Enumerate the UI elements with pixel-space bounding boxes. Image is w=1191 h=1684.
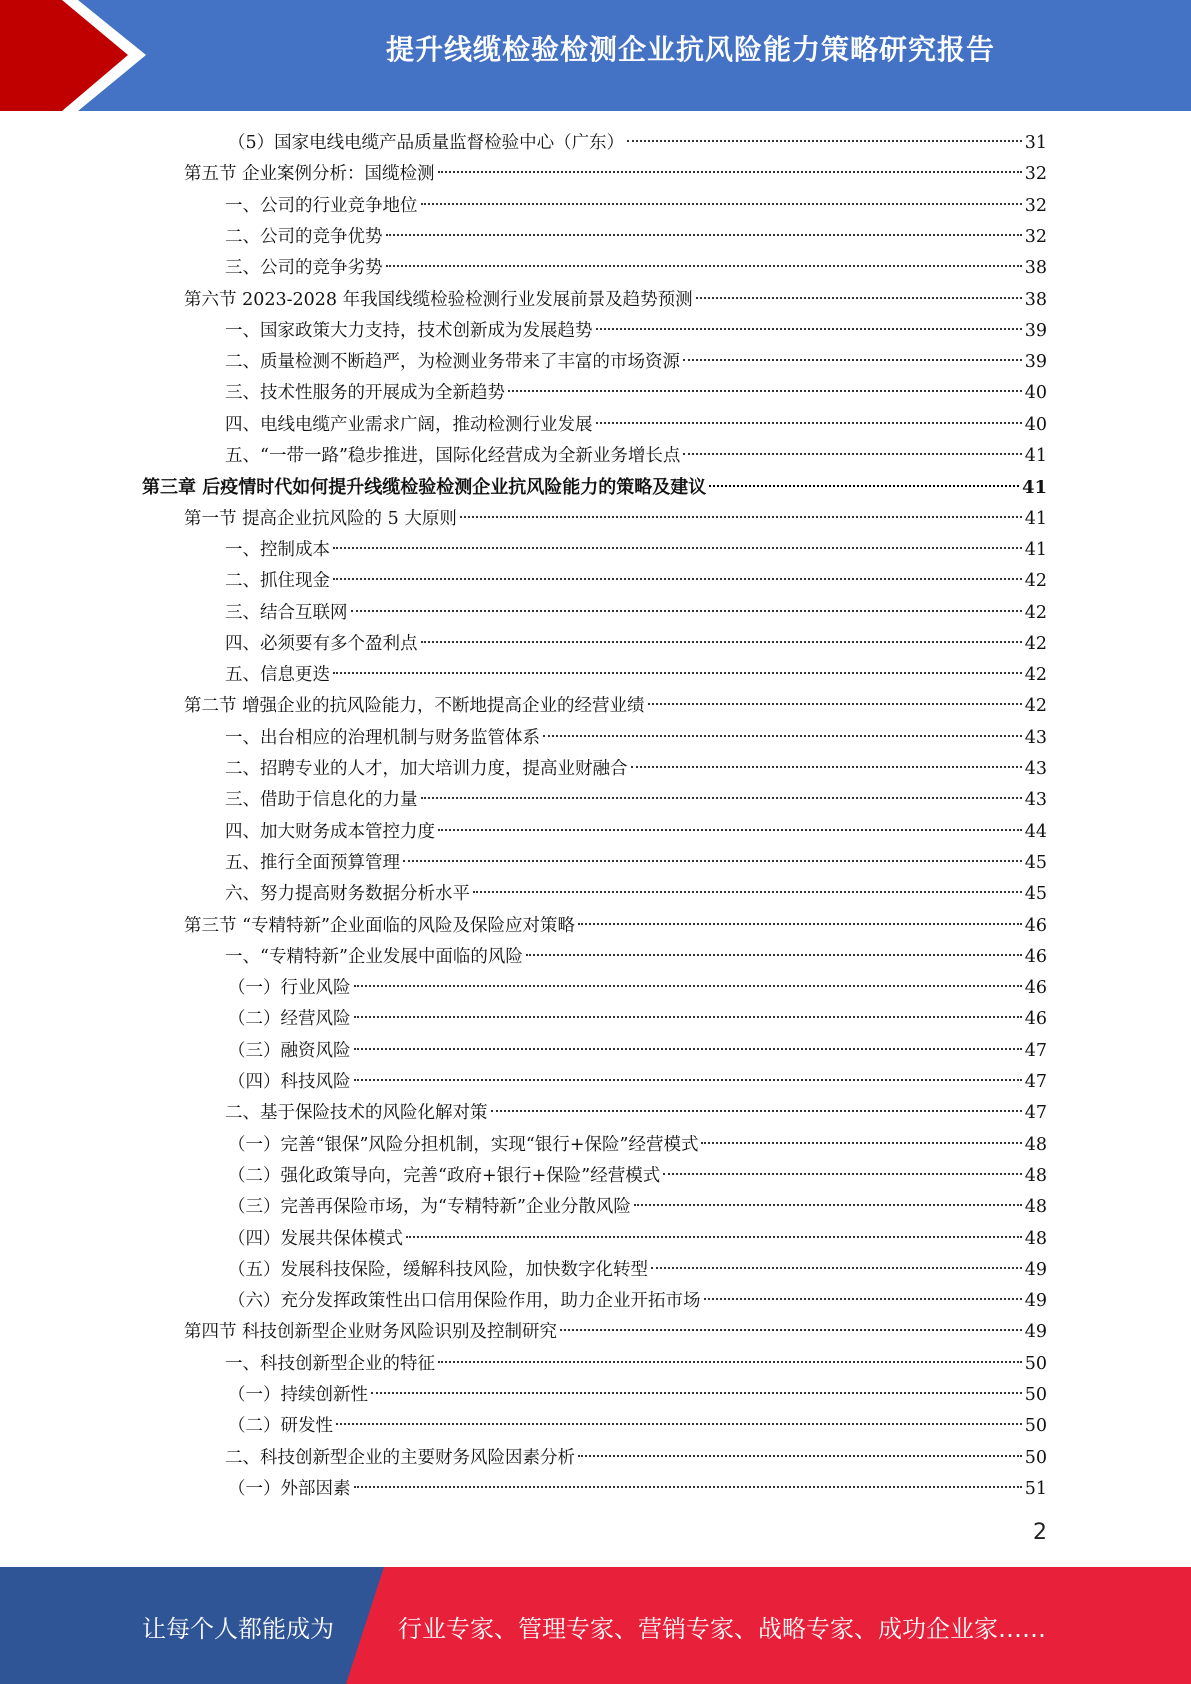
toc-entry-page: 39 <box>1024 352 1047 373</box>
toc-dot-leader <box>543 735 1022 737</box>
toc-dot-leader <box>333 547 1022 549</box>
toc-entry-title: （二）强化政策导向，完善“政府+银行+保险”经营模式 <box>228 1165 661 1186</box>
toc-entry-page: 38 <box>1024 258 1047 279</box>
toc-entry-title: 第六节 2023-2028 年我国线缆检验检测行业发展前景及趋势预测 <box>184 289 693 310</box>
toc-dot-leader <box>438 829 1022 831</box>
toc-dot-leader <box>596 328 1022 330</box>
toc-entry-page: 40 <box>1024 414 1047 435</box>
toc-dot-leader <box>333 672 1022 674</box>
toc-dot-leader <box>683 359 1022 361</box>
toc-dot-leader <box>634 1204 1022 1206</box>
toc-entry[interactable] <box>225 253 1047 284</box>
toc-dot-leader <box>386 234 1022 236</box>
toc-dot-leader <box>696 297 1022 299</box>
toc-dot-leader <box>371 1392 1022 1394</box>
toc-entry-title: 二、招聘专业的人才，加大培训力度，提高业财融合 <box>225 759 628 779</box>
toc-entry-page: 48 <box>1024 1197 1047 1218</box>
toc-entry-page: 45 <box>1024 884 1047 905</box>
toc-entry[interactable] <box>225 222 1047 253</box>
toc-entry-title: 三、结合互联网 <box>225 602 348 623</box>
toc-entry-page: 44 <box>1024 821 1047 842</box>
toc-entry[interactable] <box>225 817 1047 848</box>
toc-entry-page: 43 <box>1024 727 1047 748</box>
toc-dot-leader <box>578 923 1022 925</box>
toc-entry[interactable] <box>228 1411 1047 1442</box>
toc-entry[interactable] <box>225 191 1047 222</box>
toc-entry-title: （三）完善再保险市场，为“专精特新”企业分散风险 <box>228 1197 631 1218</box>
toc-entry-title: 三、借助于信息化的力量 <box>225 790 418 811</box>
toc-entry-title: 二、基于保险技术的风险化解对策 <box>225 1103 488 1124</box>
toc-entry[interactable] <box>225 629 1047 660</box>
toc-entry[interactable] <box>228 1286 1047 1317</box>
toc-dot-leader <box>683 453 1021 455</box>
toc-entry-page: 41 <box>1021 477 1047 499</box>
toc-entry[interactable] <box>228 1161 1047 1192</box>
toc-entry-title: （二）经营风险 <box>228 1009 351 1030</box>
toc-entry-title: 二、公司的竞争优势 <box>225 226 383 247</box>
toc-dot-leader <box>526 954 1022 956</box>
toc-dot-leader <box>336 1423 1022 1425</box>
toc-entry-page: 31 <box>1024 133 1047 153</box>
toc-dot-leader <box>663 1173 1022 1175</box>
toc-entry[interactable] <box>225 942 1047 973</box>
toc-entry-page: 42 <box>1024 633 1047 654</box>
toc-dot-leader <box>473 891 1022 893</box>
toc-entry-page: 32 <box>1024 195 1047 216</box>
toc-entry-title: 三、公司的竞争劣势 <box>225 258 383 279</box>
toc-entry[interactable] <box>225 723 1047 754</box>
toc-entry-page: 47 <box>1024 1103 1047 1124</box>
toc-entry[interactable] <box>225 441 1047 472</box>
toc-entry-page: 41 <box>1024 539 1047 560</box>
toc-entry-title: 一、“专精特新”企业发展中面临的风险 <box>225 946 523 967</box>
toc-entry-title: 二、质量检测不断趋严，为检测业务带来了丰富的市场资源 <box>225 352 680 373</box>
toc-entry-title: （一）外部因素 <box>228 1478 351 1499</box>
toc-entry-page: 42 <box>1024 602 1047 623</box>
toc-dot-leader <box>403 860 1022 862</box>
toc-entry-title: 一、公司的行业竞争地位 <box>225 195 418 216</box>
toc-entry-page: 47 <box>1024 1072 1047 1092</box>
toc-entry-title: 一、出台相应的治理机制与财务监管体系 <box>225 727 540 748</box>
toc-entry-page: 48 <box>1024 1134 1047 1155</box>
toc-entry-title: （一）持续创新性 <box>228 1385 368 1405</box>
toc-entry-title: （四）发展共保体模式 <box>228 1228 403 1249</box>
toc-dot-leader <box>578 1455 1022 1457</box>
toc-entry-page: 42 <box>1024 665 1047 686</box>
toc-entry-title: 五、信息更迭 <box>225 665 330 686</box>
toc-entry[interactable] <box>228 1036 1047 1067</box>
toc-dot-leader <box>406 1236 1022 1238</box>
toc-dot-leader <box>421 797 1022 799</box>
toc-entry-page: 50 <box>1024 1385 1047 1405</box>
toc-entry[interactable] <box>228 128 1047 159</box>
toc-dot-leader <box>354 1079 1022 1081</box>
toc-dot-leader <box>491 1110 1022 1112</box>
toc-entry-title: （四）科技风险 <box>228 1072 351 1092</box>
toc-dot-leader <box>648 703 1022 705</box>
toc-dot-leader <box>333 578 1022 580</box>
toc-entry-title: 第三节 “专精特新”企业面临的风险及保险应对策略 <box>184 915 575 936</box>
toc-entry-page: 32 <box>1024 164 1047 185</box>
toc-dot-leader <box>596 422 1022 424</box>
toc-entry-page: 32 <box>1024 226 1047 247</box>
toc-entry[interactable] <box>184 159 1047 190</box>
toc-entry-page: 39 <box>1024 320 1047 341</box>
toc-dot-leader <box>438 1361 1022 1363</box>
toc-dot-leader <box>709 485 1019 487</box>
toc-entry-page: 45 <box>1024 852 1047 873</box>
toc-entry[interactable] <box>184 504 1047 535</box>
toc-entry-title: 第一节 提高企业抗风险的 5 大原则 <box>184 508 457 529</box>
toc-entry-page: 38 <box>1024 289 1047 310</box>
toc-entry-page: 49 <box>1024 1291 1047 1312</box>
toc-entry-page: 46 <box>1024 1009 1047 1030</box>
toc-entry-page: 43 <box>1024 759 1047 779</box>
toc-entry[interactable] <box>225 848 1047 879</box>
toc-entry[interactable] <box>228 1380 1047 1411</box>
toc-entry-title: 五、“一带一路”稳步推进，国际化经营成为全新业务增长点 <box>225 446 681 466</box>
header-arrow-icon <box>0 0 160 111</box>
toc-entry-title: 第三章 后疫情时代如何提升线缆检验检测企业抗风险能力的策略及建议 <box>142 477 707 499</box>
toc-entry-page: 41 <box>1024 446 1047 466</box>
toc-entry[interactable] <box>225 1098 1047 1129</box>
footer-slogan-right: 行业专家、管理专家、营销专家、战略专家、成功企业家…… <box>398 1615 1046 1643</box>
toc-entry-title: （三）融资风险 <box>228 1040 351 1061</box>
toc-entry-title: 一、控制成本 <box>225 539 330 560</box>
toc-entry-title: 六、努力提高财务数据分析水平 <box>225 884 470 905</box>
page-number: 2 <box>1033 1520 1047 1545</box>
toc-entry-page: 42 <box>1024 696 1047 717</box>
toc-dot-leader <box>354 1016 1022 1018</box>
toc-dot-leader <box>651 1267 1022 1269</box>
toc-dot-leader <box>354 985 1022 987</box>
toc-entry[interactable] <box>184 911 1047 942</box>
toc-entry[interactable] <box>228 1130 1047 1161</box>
toc-entry[interactable] <box>225 598 1047 629</box>
toc-entry[interactable] <box>225 347 1047 378</box>
toc-entry-title: （5）国家电线电缆产品质量监督检验中心（广东） <box>228 133 625 153</box>
toc-entry[interactable] <box>228 1224 1047 1255</box>
toc-entry[interactable] <box>228 1004 1047 1035</box>
toc-dot-leader <box>560 1329 1022 1331</box>
toc-dot-leader <box>701 1142 1021 1144</box>
toc-entry[interactable] <box>225 879 1047 910</box>
toc-entry-page: 50 <box>1024 1447 1047 1468</box>
toc-entry[interactable] <box>225 566 1047 597</box>
toc-dot-leader <box>631 766 1022 768</box>
toc-entry-title: （二）研发性 <box>228 1416 333 1437</box>
toc-entry[interactable] <box>184 691 1047 722</box>
toc-entry-title: 二、科技创新型企业的主要财务风险因素分析 <box>225 1447 575 1468</box>
toc-entry[interactable] <box>225 1349 1047 1380</box>
toc-entry-title: 四、必须要有多个盈利点 <box>225 633 418 654</box>
footer-slogan-left: 让每个人都能成为 <box>142 1615 334 1643</box>
toc-dot-leader <box>421 203 1022 205</box>
toc-entry-page: 50 <box>1024 1353 1047 1374</box>
toc-entry-page: 41 <box>1024 508 1047 529</box>
toc-entry-page: 48 <box>1024 1228 1047 1249</box>
toc-entry-title: （五）发展科技保险，缓解科技风险，加快数字化转型 <box>228 1259 648 1280</box>
toc-entry[interactable] <box>225 316 1047 347</box>
toc-entry-page: 42 <box>1024 571 1047 592</box>
toc-entry-title: 一、科技创新型企业的特征 <box>225 1353 435 1374</box>
toc-entry-page: 46 <box>1024 978 1047 999</box>
toc-dot-leader <box>351 610 1022 612</box>
toc-dot-leader <box>627 140 1022 142</box>
toc-entry[interactable] <box>184 285 1047 316</box>
report-title: 提升线缆检验检测企业抗风险能力策略研究报告 <box>385 33 995 66</box>
toc-entry-title: （六）充分发挥政策性出口信用保险作用，助力企业开拓市场 <box>228 1291 701 1312</box>
toc-entry[interactable] <box>228 973 1047 1004</box>
toc-entry[interactable] <box>228 1192 1047 1223</box>
toc-entry[interactable] <box>184 1317 1047 1348</box>
toc-entry-title: （一）行业风险 <box>228 978 351 999</box>
toc-entry-title: 三、技术性服务的开展成为全新趋势 <box>225 383 505 404</box>
toc-dot-leader <box>421 641 1022 643</box>
toc-entry[interactable] <box>228 1474 1047 1505</box>
toc-entry[interactable] <box>142 472 1047 503</box>
toc-entry[interactable] <box>225 754 1047 785</box>
toc-dot-leader <box>354 1486 1022 1488</box>
toc-entry-page: 48 <box>1024 1165 1047 1186</box>
toc-entry-page: 49 <box>1024 1322 1047 1343</box>
toc-entry-page: 40 <box>1024 383 1047 404</box>
toc-dot-leader <box>704 1298 1022 1300</box>
toc-entry-page: 51 <box>1024 1478 1047 1499</box>
toc-entry-page: 46 <box>1024 915 1047 936</box>
toc-entry[interactable] <box>225 535 1047 566</box>
toc-entry-title: 四、电线电缆产业需求广阔，推动检测行业发展 <box>225 414 593 435</box>
toc-entry-title: 二、抓住现金 <box>225 571 330 592</box>
toc-entry-title: 第四节 科技创新型企业财务风险识别及控制研究 <box>184 1322 558 1343</box>
toc-entry[interactable] <box>225 410 1047 441</box>
toc-entry-page: 49 <box>1024 1259 1047 1280</box>
toc-entry[interactable] <box>225 1443 1047 1474</box>
toc-entry-title: 第五节 企业案例分析：国缆检测 <box>184 164 435 185</box>
toc-entry-title: 第二节 增强企业的抗风险能力，不断地提高企业的经营业绩 <box>184 696 645 717</box>
toc-entry[interactable] <box>228 1067 1047 1098</box>
toc-entry-title: 一、国家政策大力支持，技术创新成为发展趋势 <box>225 320 593 341</box>
toc-entry[interactable] <box>225 378 1047 409</box>
toc-entry-page: 43 <box>1024 790 1047 811</box>
toc-entry-page: 46 <box>1024 946 1047 967</box>
toc-entry-title: （一）完善“银保”风险分担机制，实现“银行+保险”经营模式 <box>228 1134 699 1155</box>
toc-dot-leader <box>354 1048 1022 1050</box>
toc-entry-title: 五、推行全面预算管理 <box>225 852 400 873</box>
toc-entry[interactable] <box>228 1255 1047 1286</box>
page-footer <box>0 1567 1191 1684</box>
page-header <box>0 0 1191 111</box>
toc-dot-leader <box>460 516 1022 518</box>
toc-dot-leader <box>386 265 1022 267</box>
toc-dot-leader <box>508 390 1022 392</box>
toc-entry-page: 47 <box>1024 1040 1047 1061</box>
toc-dot-leader <box>438 171 1022 173</box>
toc-entry[interactable] <box>225 660 1047 691</box>
toc-entry-title: 四、加大财务成本管控力度 <box>225 821 435 842</box>
toc-entry[interactable] <box>225 785 1047 816</box>
toc-entry-page: 50 <box>1024 1416 1047 1437</box>
